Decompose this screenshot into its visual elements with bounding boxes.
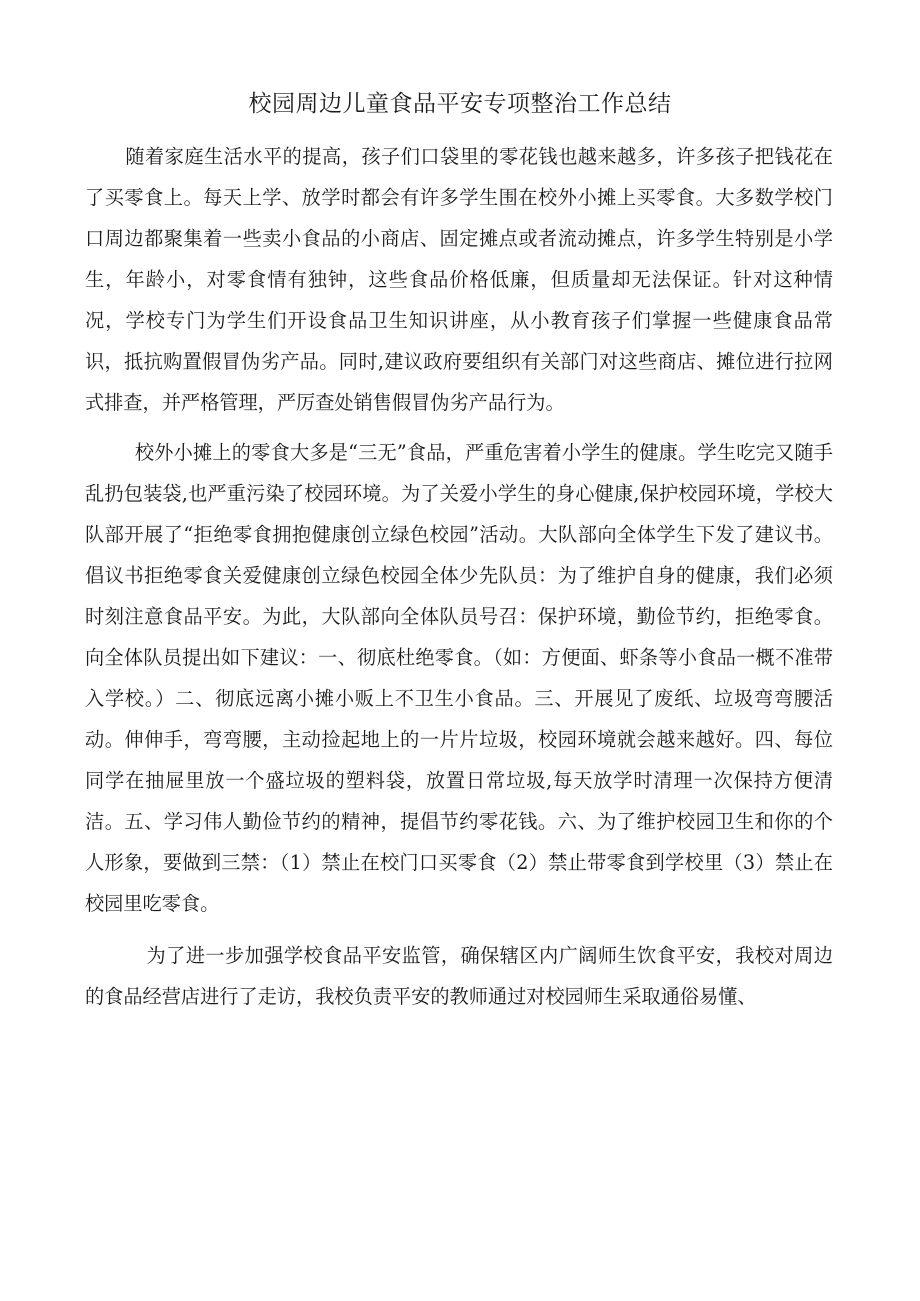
paragraph-1: 随着家庭生活水平的提高，孩子们口袋里的零花钱也越来越多，许多孩子把钱花在了买零食上。每天上学、放学时都会有许多学生围在校外小摊上买零食。大多数学校门口周边都聚集着一些卖小食品的小商店、固定摊点或者流动摊点，许多学生特别是小学生，年龄小，对零食情有独钟，这些食品价格低廉，但质量却无法保证。针对这种情况，学校专门为学生们开设食品卫生知识讲座，从小教育孩子们掌握一些健康食品常识，抵抗购置假冒伪劣产品。同时,建议政府要组织有关部门对这些商店、摊位进行拉网式排查，并严格管理，严厉查处销售假冒伪劣产品行为。 <box>85 145 833 414</box>
document-title: 校园周边儿童食品平安专项整治工作总结 <box>248 91 672 117</box>
paragraph-3: 为了进一步加强学校食品平安监管，确保辖区内广阔师生饮食平安，我校对周边的食品经营店进行了走访，我校负责平安的教师通过对校园师生采取通俗易懂、 <box>85 944 833 1008</box>
paragraph-2: 校外小摊上的零食大多是“三无”食品，严重危害着小学生的健康。学生吃完又随手乱扔包装袋,也严重污染了校园环境。为了关爱小学生的身心健康,保护校园环境，学校大队部开展了“拒绝零食拥抱健康创立绿色校园”活动。大队部向全体学生下发了建议书。倡议书拒绝零食关爱健康创立绿色校园全体少先队员：为了维护自身的健康，我们必须时刻注意食品平安。为此，大队部向全体队员号召：保护环境，勤俭节约，拒绝零食。向全体队员提出如下建议：一、彻底杜绝零食。（如：方便面、虾条等小食品一概不准带入学校。）二、彻底远离小摊小贩上不卫生小食品。三、开展见了废纸、垃圾弯弯腰活动。伸伸手，弯弯腰，主动捡起地上的一片片垃圾，校园环境就会越来越好。四、每位同学在抽屉里放一个盛垃圾的塑料袋，放置日常垃圾,每天放学时清理一次保持方便清洁。五、学习伟人勤俭节约的精神，提倡节约零花钱。六、为了维护校园卫生和你的个人形象，要做到三禁：（1）禁止在校门口买零食（2）禁止带零食到学校里（3）禁止在校园里吃零食。 <box>85 441 833 915</box>
document-body <box>85 136 833 1017</box>
